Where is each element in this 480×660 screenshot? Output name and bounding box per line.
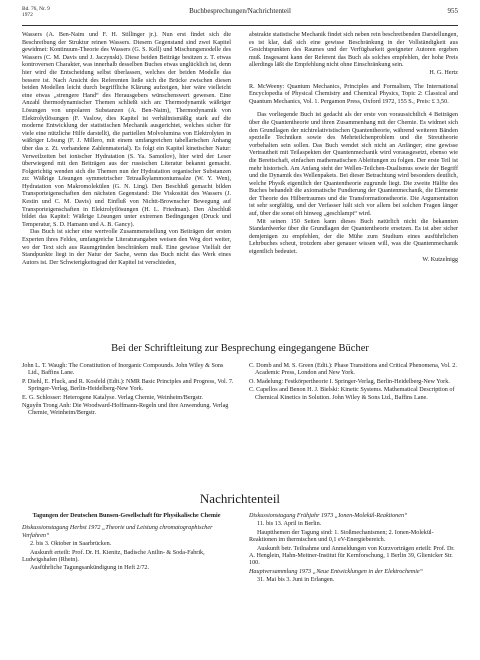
header-rule <box>22 25 458 26</box>
news-subheading: Tagungen der Deutschen Bunsen-Gesellschaft für Physikalische Chemie <box>32 513 221 519</box>
review-2-citation: R. McWeeny: Quantum Mechanics, Principles and Formalism, The International Encyclopedia of Physical Chemistry and Chemical Physics, Topic 2: Classical and Quantum Mechanics, Vol. 1. Pergamon Press, Oxford 1972, 155 S., Preis: £ 3,50. <box>249 83 458 105</box>
news-left-column <box>22 513 231 574</box>
page-number: 955 <box>447 7 458 15</box>
books-received-heading: Bei der Schriftleitung zur Besprechung eingegangene Bücher <box>111 343 369 354</box>
review-2-paragraph: Mit seinen 150 Seiten kann dieses Buch natürlich nicht die bekannten Standardwerke über die Grundlagen der Quantentheorie ersetzen. Es ist aber sicher demjenigen zu empfehlen, der die Mühe zum Studium eines ausführlichen Lehrbuches scheut, trotzdem aber genauer wissen will, was die Quantenmechanik eigentlich bedeutet. <box>249 218 458 256</box>
review-1-paragraph: Wassers (A. Ben-Naim und F. H. Stillinger jr.). Nun erst findet sich die Beschreibung der Struktur reinen Wassers. Diesem Gegenstand sind zwei Kapitel gewidmet: Kontinuum-Theorie des Wassers (G. S. Kell) und Mischungsmodelle des Wassers (C. M. Davis und J. Jaczynski). Diese beiden Beiträge besitzen z. T. etwas kontroversen Charakter, was innerhalb desselben Buches etwas unglücklich ist, denn hier wird die Entscheidung selbst überlassen, welches der beiden Modelle das bessere ist. Nach Ansicht des Referenten ließe sich die Brücke zwischen diesen beiden Modellen leicht durch begriffliche Klärung aufzeigen, hier wäre vielleicht eine etwas „strengere Hand“ des Herausgebers wünschenswert gewesen. Eine Anzahl thermodynamischer Themen schließt sich an: Thermodynamik wäßriger Lösungen von unpolaren Substanzen (A. Ben-Naim), Thermodynamik von Elektrolytlösungen (F. Vaslow, dies Kapitel ist verhältnismäßig stark auf die moderne Entwicklung der statistischen Mechanik ausgerichtet, welches sicher für viele eine nützliche Hilfe darstellt), die partiellen Molvolumina von Elektrolyten in wäßriger Lösung (F. J. Millero, mit einem umfangreichen tabellarischen Anhang über das z. Zt. vorhandene Zahlenmaterial). Es folgt ein Kapitel kinetischer Natur: Verweilzeiten bei ionischer Hydratation (S. Ya. Samoilov), hier wird der Leser überwiegend mit den Beiträgen aus der russischen Literatur bekannt gemacht. Folgerichtig wenden sich die Themen nun der Hydratation organischer Substanzen zu: Wäßrige Lösungen symmetrischer Tetraalkylammoniumsalze (W. Y. Wen), Hydratation von Makromolekülen (G. N. Ling). Den Beschluß gemacht bilden Transporteigenschaften den nächsten Gegenstand: Die Viskosität des Wassers (J. Kestin und C. M. Davis) und Einfluß von Nichtt-Brownscher Bewegung auf Transporteigenschaften in Elektrolytlösungen (H. L. Friedman). Den Abschluß bildet das Kapitel: Wäßrige Lösungen unter extremen Bedingungen (Druck und Temperatur, S. D. Hamann und A. B. Gancy). <box>22 32 231 228</box>
books-list-left <box>22 363 234 419</box>
book-entry: P. Diehl, E. Fluck, and R. Kosfeld (Edit.): NMR Basic Principles and Progress, Vol. 7. Springer-Verlag, Berlin-Heidelberg-New York. <box>22 378 234 393</box>
volume-line: Bd. 76, Nr. 9 <box>22 6 50 12</box>
review-1-column <box>22 32 231 267</box>
news-line: Auskunft erteilt: Prof. Dr. H. Kienitz, Badische Anilin- & Soda-Fabrik, Ludwigshafen (Rhein). <box>22 549 205 564</box>
books-list-right <box>249 363 458 403</box>
year-line: 1972 <box>22 12 33 18</box>
section-running-title: Buchbesprechungen/Nachrichtenteil <box>189 7 291 15</box>
book-entry: John L. T. Waugh: The Constitution of Inorganic Compounds. John Wiley & Sons Ltd., Baffins Lane. <box>22 363 224 377</box>
review-1-continuation: abstrakte statistische Mechanik findet sich neben rein beschreibenden Darstellungen, es ist klar, daß sich eine gewisse Beschränkung in der Vollständigkeit aus Gesichtspunkten des Raumes und der Verfügbarkeit geeigneter Autoren ergeben muß. Insgesamt kann der Referent das Buch als solches empfehlen, der hohe Preis allerdings läßt die Empfehlung nicht ohne Einschränkung sein. <box>249 32 458 69</box>
news-line: 2. bis 3. Oktober in Saarbrücken. <box>30 541 112 548</box>
book-entry: Nguyên Trong Anh: Die Woodward-Hoffmann-Regeln und ihre Anwendung. Verlag Chemie, Weinheim/Bergstr. <box>22 403 229 417</box>
book-entry: C. Domb and M. S. Green (Edit.): Phase Transitions and Critical Phenomena, Vol. 2. Academic Press, London and New York. <box>249 363 457 377</box>
review-1-paragraph: Das Buch ist sicher eine wertvolle Zusammenstellung von Beiträgen der ersten Experten ihres Feldes, umfangreiche Literaturangaben weisen den Weg dort weiter, wo der Text sich aus Raumgründen beschränken muß. Eine gewisse Vielfalt der Standpunkte liegt in der Natur der Sache, wenn das Buch nicht das Werk eines Autors ist. Der Schwierigkeitsgrad der Kapitel ist verschieden, <box>22 229 231 266</box>
news-line: Ausführliche Tagungsankündigung in Heft 2/72. <box>30 565 150 572</box>
review-2-signature: W. Kutzelnigg <box>422 256 458 263</box>
news-line: 11. bis 13. April in Berlin. <box>257 521 322 528</box>
news-line: Hauptthemen der Tagung sind: 1. Stoßmechanismen; 2. Ionen-Molekül-Reaktionen im thermischen und 0,1 eV-Energiebereich. <box>249 529 434 544</box>
review-2-paragraph: Das vorliegende Buch ist gedacht als der erste von voraussichtlich 4 Beiträgen über die Quantentheorie und ihren Zusammenhang mit der Chemie. Es widmet sich den Grundlagen der nichtrelativistischen Quantentheorie, während weiteren Bänden spezielle Techniken sowie des Mehrteilchenproblem und die Streutheorie vorbehalten sein sollen. Das Buch wendet sich nicht an Anfänger; eine gewisse Vertrautheit mit Teilaspekten der Quantenmechanik wird vorausgesetzt, ebenso wie die Bereitschaft, einfachen mathematischen Ableitungen zu folgen. Der erste Teil ist mehr historisch. Am Anfang steht der Wellen-Teilchen-Dualismus sowie der Begriff und die Dynamik des Wellenpakets. Bei dieser Betrachtung wird besonders deutlich, welche Physik eigentlich der Quantentheorie zugrunde liegt. Die zweite Hälfte des Buches behandelt die axiomatische Fundierung der Quantenmechanik, die Elemente der Theorie des Hilbertraumes und die Transformationstheorie. Die Argumentation ist sehr sorgfältig, und der Verfasser hält sich vor allem bei solchen Fragen länger auf, über die sonst oft hinweg „geschlampt“ wird. <box>249 112 458 218</box>
news-line: Diskussionstagung Herbst 1972 „Theorie und Leistung chromatographischer Verfahren“ <box>22 525 213 539</box>
news-right-column <box>249 513 458 586</box>
news-line: 31. Mai bis 3. Juni in Erlangen. <box>257 577 335 584</box>
news-section-heading: Nachrichtenteil <box>199 491 281 506</box>
review-1-signature: H. G. Hertz <box>429 69 458 76</box>
book-entry: O. Madelung: Festkörpertheorie I. Springer-Verlag, Berlin-Heidelberg-New York. <box>249 378 450 385</box>
news-line: Auskunft betr. Teilnahme und Anmeldungen von Kurzvorträgen erteilt: Prof. Dr. A. Henglein, Hahn-Meitner-Institut für Kernforschung, 1 Berlin 39, Glienicker Str. 100. <box>249 545 455 567</box>
book-entry: C. Capellos and Benon H. J. Bielski: Kinetic Systems. Mathematical Description of Chemical Kinetics in Solution. John Wiley & Sons Ltd., Baffins Lane. <box>249 387 455 401</box>
news-line: Hauptversammlung 1973 „Neue Entwicklungen in der Elektrochemie“ <box>249 568 424 575</box>
reviews-right-column <box>249 32 458 264</box>
book-entry: E. G. Schlosser: Heterogene Katalyse. Verlag Chemie, Weinheim/Bergstr. <box>22 394 203 401</box>
news-line: Diskussionstagung Frühjahr 1973 „Ionen-Molekül-Reaktionen“ <box>249 513 408 519</box>
